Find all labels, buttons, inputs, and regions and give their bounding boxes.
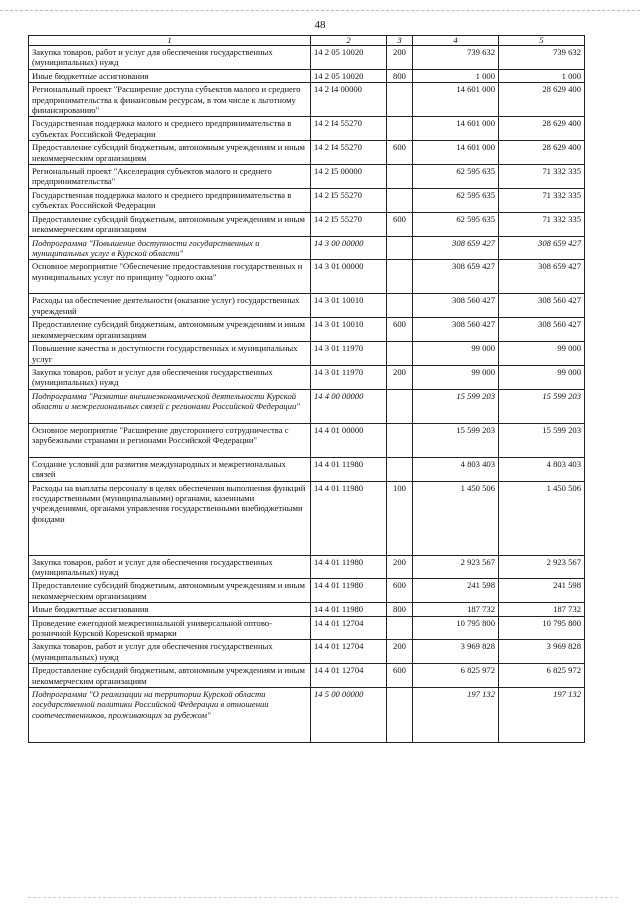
row-name: Основное мероприятие "Обеспечение предоставления государственных и муниципальных услуг по принципу "одного окна": [29, 260, 311, 294]
row-name: Предоставление субсидий бюджетным, автономным учреждениям и иным некоммерческим организациям: [29, 664, 311, 688]
row-amount-year-1: 6 825 972: [413, 664, 499, 688]
row-code: 14 2 I5 00000: [311, 165, 387, 189]
row-amount-year-1: 62 595 635: [413, 188, 499, 212]
row-code: 14 4 01 12704: [311, 640, 387, 664]
row-amount-year-1: 14 601 000: [413, 83, 499, 117]
table-row: [29, 664, 585, 688]
row-code: 14 2 I5 55270: [311, 188, 387, 212]
row-expense-type: [387, 342, 413, 366]
row-expense-type: [387, 165, 413, 189]
row-amount-year-2: 15 599 203: [499, 389, 585, 423]
scan-top-edge: [0, 10, 640, 11]
table-row: [29, 188, 585, 212]
row-name: Подпрограмма "Развитие внешнеэкономической деятельности Курской области и межрегиональных связей с регионами Российской Федерации": [29, 389, 311, 423]
row-name: Закупка товаров, работ и услуг для обеспечения государственных (муниципальных) нужд: [29, 46, 311, 70]
row-code: 14 4 01 11980: [311, 481, 387, 555]
row-amount-year-1: 1 000: [413, 69, 499, 82]
table-row: [29, 83, 585, 117]
table-row: [29, 141, 585, 165]
row-amount-year-2: 308 560 427: [499, 318, 585, 342]
row-name: Иные бюджетные ассигнования: [29, 603, 311, 616]
table-row: [29, 365, 585, 389]
row-expense-type: [387, 83, 413, 117]
column-number: 2: [311, 36, 387, 46]
table-row: [29, 481, 585, 555]
row-amount-year-2: 71 332 335: [499, 212, 585, 236]
row-code: 14 4 01 11980: [311, 579, 387, 603]
table-row: [29, 117, 585, 141]
row-name: Предоставление субсидий бюджетным, автономным учреждениям и иным некоммерческим организациям: [29, 212, 311, 236]
row-name: Региональный проект "Акселерация субъектов малого и среднего предпринимательства": [29, 165, 311, 189]
table-row: [29, 236, 585, 260]
row-amount-year-1: 15 599 203: [413, 423, 499, 457]
table-row: [29, 46, 585, 70]
row-name: Создание условий для развития международных и межрегиональных связей: [29, 457, 311, 481]
row-amount-year-1: 197 132: [413, 688, 499, 743]
table-row: [29, 389, 585, 423]
row-amount-year-2: 1 000: [499, 69, 585, 82]
row-amount-year-2: 15 599 203: [499, 423, 585, 457]
row-name: Предоставление субсидий бюджетным, автономным учреждениям и иным некоммерческим организациям: [29, 141, 311, 165]
row-expense-type: 800: [387, 69, 413, 82]
row-expense-type: 600: [387, 579, 413, 603]
row-name: Предоставление субсидий бюджетным, автономным учреждениям и иным некоммерческим организациям: [29, 318, 311, 342]
row-amount-year-1: 62 595 635: [413, 212, 499, 236]
row-name: Закупка товаров, работ и услуг для обеспечения государственных (муниципальных) нужд: [29, 365, 311, 389]
row-code: 14 4 00 00000: [311, 389, 387, 423]
row-amount-year-2: 197 132: [499, 688, 585, 743]
row-amount-year-2: 6 825 972: [499, 664, 585, 688]
row-amount-year-2: 99 000: [499, 365, 585, 389]
row-code: 14 2 05 10020: [311, 69, 387, 82]
row-amount-year-2: 3 969 828: [499, 640, 585, 664]
row-amount-year-2: 2 923 567: [499, 555, 585, 579]
row-code: 14 3 01 11970: [311, 365, 387, 389]
row-code: 14 4 01 11980: [311, 457, 387, 481]
row-amount-year-1: 241 598: [413, 579, 499, 603]
table-row: [29, 165, 585, 189]
budget-table: [28, 35, 585, 743]
row-code: 14 4 01 11980: [311, 555, 387, 579]
row-expense-type: [387, 457, 413, 481]
row-amount-year-2: 71 332 335: [499, 188, 585, 212]
row-amount-year-1: 14 601 000: [413, 117, 499, 141]
row-name: Расходы на обеспечение деятельности (оказание услуг) государственных учреждений: [29, 294, 311, 318]
table-row: [29, 318, 585, 342]
row-amount-year-1: 3 969 828: [413, 640, 499, 664]
row-amount-year-2: 10 795 800: [499, 616, 585, 640]
row-code: 14 4 01 00000: [311, 423, 387, 457]
row-expense-type: [387, 389, 413, 423]
scan-bottom-edge: [28, 897, 618, 898]
row-amount-year-1: 308 560 427: [413, 294, 499, 318]
table-row: [29, 579, 585, 603]
table-row: [29, 294, 585, 318]
row-expense-type: 600: [387, 318, 413, 342]
row-amount-year-1: 2 923 567: [413, 555, 499, 579]
column-number: 5: [499, 36, 585, 46]
row-expense-type: 200: [387, 640, 413, 664]
table-row: [29, 342, 585, 366]
row-name: Расходы на выплаты персоналу в целях обеспечения выполнения функций государственными (муниципальными) органами, казенными учреждениями, органами управления государственными внебюджетными фондами: [29, 481, 311, 555]
row-code: 14 4 01 12704: [311, 616, 387, 640]
column-number: 4: [413, 36, 499, 46]
row-expense-type: [387, 423, 413, 457]
row-amount-year-1: 99 000: [413, 365, 499, 389]
row-amount-year-2: 308 659 427: [499, 236, 585, 260]
table-row: [29, 688, 585, 743]
row-code: 14 2 I4 00000: [311, 83, 387, 117]
row-amount-year-1: 62 595 635: [413, 165, 499, 189]
row-amount-year-2: 28 629 400: [499, 117, 585, 141]
row-name: Региональный проект "Расширение доступа субъектов малого и среднего предпринимательства к финансовым ресурсам, в том числе к льготному финансированию": [29, 83, 311, 117]
row-amount-year-2: 187 732: [499, 603, 585, 616]
row-code: 14 4 01 12704: [311, 664, 387, 688]
row-expense-type: [387, 688, 413, 743]
row-name: Основное мероприятие "Расширение двустороннего сотрудничества с зарубежными странами и регионами Российской Федерации": [29, 423, 311, 457]
row-code: 14 3 01 10010: [311, 318, 387, 342]
row-amount-year-2: 71 332 335: [499, 165, 585, 189]
table-row: [29, 423, 585, 457]
row-expense-type: 600: [387, 664, 413, 688]
row-code: 14 5 00 00000: [311, 688, 387, 743]
row-expense-type: [387, 188, 413, 212]
row-code: 14 3 01 11970: [311, 342, 387, 366]
row-amount-year-1: 308 659 427: [413, 236, 499, 260]
row-code: 14 2 I5 55270: [311, 212, 387, 236]
page-number: 48: [314, 19, 326, 31]
row-amount-year-2: 308 560 427: [499, 294, 585, 318]
row-code: 14 3 00 00000: [311, 236, 387, 260]
row-amount-year-2: 739 632: [499, 46, 585, 70]
row-name: Подпрограмма "Повышение доступности государственных и муниципальных услуг в Курской области": [29, 236, 311, 260]
row-expense-type: 200: [387, 46, 413, 70]
row-expense-type: [387, 117, 413, 141]
table-row: [29, 212, 585, 236]
table-row: [29, 555, 585, 579]
row-amount-year-2: 1 450 506: [499, 481, 585, 555]
row-expense-type: [387, 236, 413, 260]
row-amount-year-1: 187 732: [413, 603, 499, 616]
row-name: Проведение ежегодной межрегиональной универсальной оптово-розничной Курской Коренской ярмарки: [29, 616, 311, 640]
row-name: Государственная поддержка малого и среднего предпринимательства в субъектах Российской Федерации: [29, 188, 311, 212]
row-amount-year-1: 1 450 506: [413, 481, 499, 555]
row-expense-type: 600: [387, 212, 413, 236]
row-amount-year-1: 308 659 427: [413, 260, 499, 294]
row-amount-year-2: 4 803 403: [499, 457, 585, 481]
row-amount-year-2: 99 000: [499, 342, 585, 366]
column-number-row: [29, 36, 585, 46]
row-code: 14 2 I4 55270: [311, 117, 387, 141]
row-name: Предоставление субсидий бюджетным, автономным учреждениям и иным некоммерческим организациям: [29, 579, 311, 603]
row-name: Подпрограмма "О реализации на территории Курской области государственной политики Российской Федерации в отношении соотечественников, проживающих за рубежом": [29, 688, 311, 743]
row-name: Повышение качества и доступности государственных и муниципальных услуг: [29, 342, 311, 366]
row-expense-type: 800: [387, 603, 413, 616]
row-name: Закупка товаров, работ и услуг для обеспечения государственных (муниципальных) нужд: [29, 555, 311, 579]
row-amount-year-1: 4 803 403: [413, 457, 499, 481]
row-code: 14 2 I4 55270: [311, 141, 387, 165]
table-row: [29, 457, 585, 481]
row-code: 14 3 01 10010: [311, 294, 387, 318]
table-row: [29, 603, 585, 616]
row-amount-year-1: 308 560 427: [413, 318, 499, 342]
table-row: [29, 69, 585, 82]
row-amount-year-1: 99 000: [413, 342, 499, 366]
row-expense-type: 100: [387, 481, 413, 555]
row-name: Иные бюджетные ассигнования: [29, 69, 311, 82]
row-expense-type: 600: [387, 141, 413, 165]
row-expense-type: [387, 616, 413, 640]
row-expense-type: [387, 260, 413, 294]
row-code: 14 2 05 10020: [311, 46, 387, 70]
row-name: Закупка товаров, работ и услуг для обеспечения государственных (муниципальных) нужд: [29, 640, 311, 664]
column-number: 3: [387, 36, 413, 46]
row-amount-year-1: 739 632: [413, 46, 499, 70]
table-row: [29, 616, 585, 640]
row-amount-year-1: 15 599 203: [413, 389, 499, 423]
row-amount-year-1: 10 795 800: [413, 616, 499, 640]
row-expense-type: 200: [387, 555, 413, 579]
row-code: 14 4 01 11980: [311, 603, 387, 616]
row-amount-year-2: 28 629 400: [499, 141, 585, 165]
row-amount-year-2: 241 598: [499, 579, 585, 603]
row-name: Государственная поддержка малого и среднего предпринимательства в субъектах Российской Федерации: [29, 117, 311, 141]
row-code: 14 3 01 00000: [311, 260, 387, 294]
table-row: [29, 260, 585, 294]
column-number: 1: [29, 36, 311, 46]
row-expense-type: [387, 294, 413, 318]
row-expense-type: 200: [387, 365, 413, 389]
row-amount-year-1: 14 601 000: [413, 141, 499, 165]
row-amount-year-2: 308 659 427: [499, 260, 585, 294]
row-amount-year-2: 28 629 400: [499, 83, 585, 117]
table-row: [29, 640, 585, 664]
